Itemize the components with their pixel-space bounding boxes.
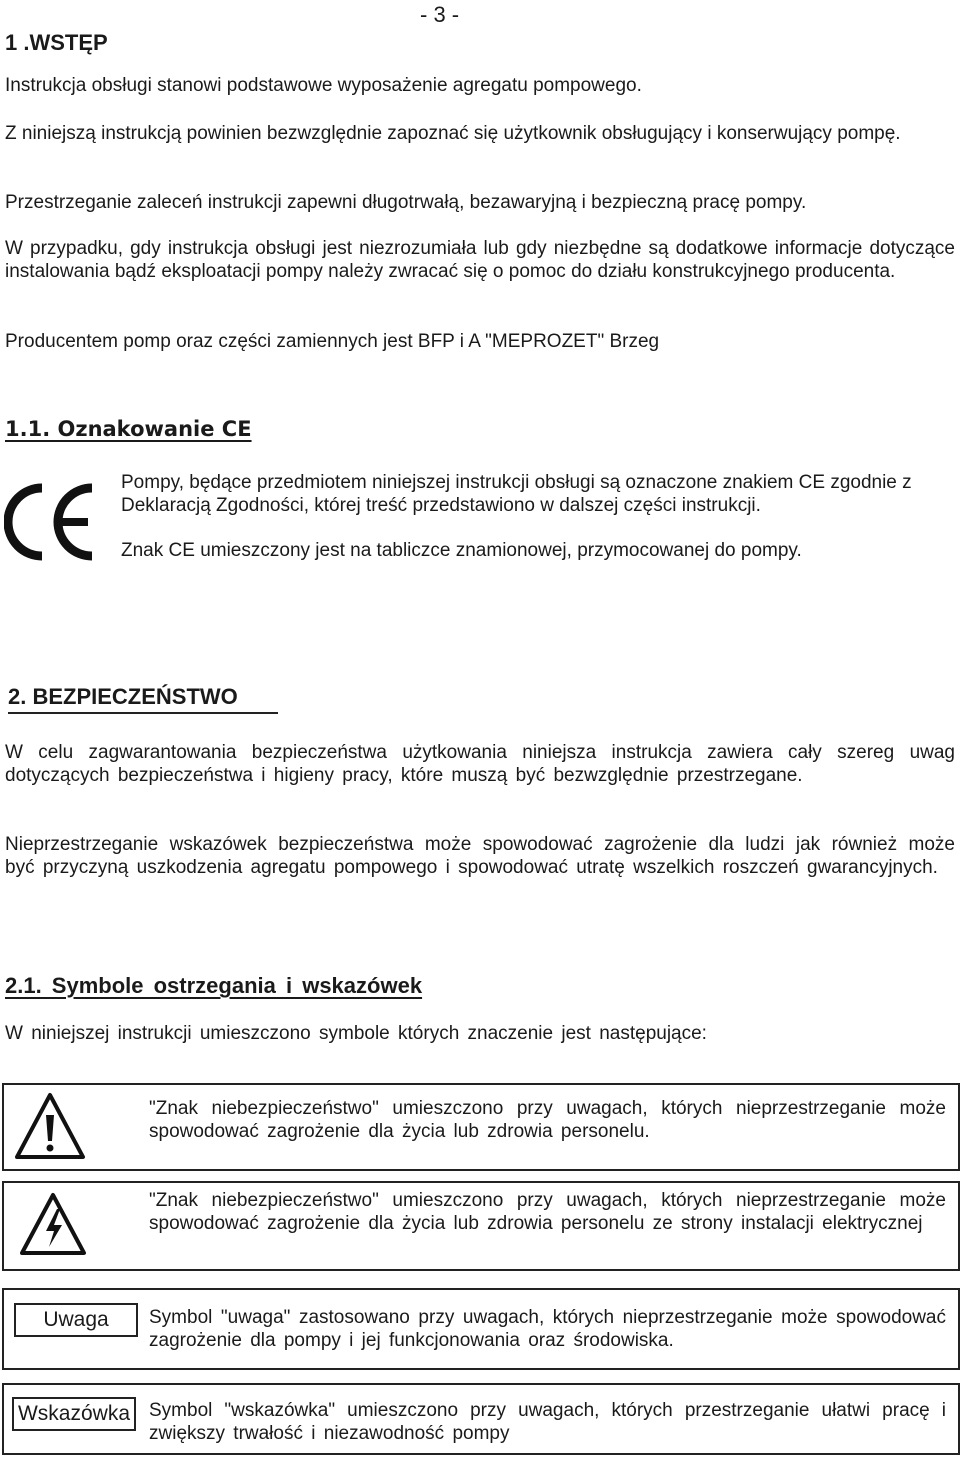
paragraph-producer: Producentem pomp oraz części zamiennych jest BFP i A "MEPROZET" Brzeg (5, 331, 660, 352)
paragraph-intro-1: Instrukcja obsługi stanowi podstawowe wyposażenie agregatu pompowego. (5, 75, 642, 96)
heading-underline (8, 712, 278, 714)
section-heading-symbole: 2.1. Symbole ostrzegania i wskazówek (5, 973, 423, 998)
symbol-row-danger (2, 1083, 960, 1171)
symbol-row-wskazowka (2, 1383, 960, 1455)
electrical-hazard-icon (18, 1191, 88, 1257)
page-number: - 3 - (420, 2, 460, 27)
paragraph-ce-2: Znak CE umieszczony jest na tabliczce znamionowej, przymocowanej do pompy. (121, 540, 802, 561)
symbol-description: "Znak niebezpieczeństwo" umieszczono przy uwagach, których nieprzestrzeganie może spowodować zagrożenie dla życia lub zdrowia personelu. (149, 1098, 946, 1142)
wskazowka-label: Wskazówka (12, 1397, 136, 1431)
paragraph-symbols-intro: W niniejszej instrukcji umieszczono symbole których znaczenie jest następujące: (5, 1023, 707, 1044)
section-heading-bezpieczenstwo: 2. BEZPIECZEŃSTWO (8, 684, 238, 709)
symbol-description: "Znak niebezpieczeństwo" umieszczono przy uwagach, których nieprzestrzeganie może spowodować zagrożenie dla życia lub zdrowia personelu ze strony instalacji elektrycznej (149, 1190, 946, 1234)
paragraph-intro-2: Z niniejszą instrukcją powinien bezwzględnie zapoznać się użytkownik obsługujący i konserwujący pompę. (5, 123, 901, 144)
symbol-description: Symbol "wskazówka" umieszczono przy uwagach, których przestrzeganie ułatwi pracę i zwiększy trwałość i niezawodność pompy (149, 1400, 946, 1444)
paragraph-ce-1: Pompy, będące przedmiotem niniejszej instrukcji obsługi są oznaczone znakiem CE zgodnie z Deklaracją Zgodności, której treść przedstawiono w dalszej części instrukcji. (121, 472, 912, 516)
paragraph-intro-3: Przestrzeganie zaleceń instrukcji zapewni długotrwałą, bezawaryjną i bezpieczną pracę pompy. (5, 192, 807, 213)
uwaga-label: Uwaga (14, 1303, 138, 1337)
paragraph-safety-1: W celu zagwarantowania bezpieczeństwa użytkowania niniejsza instrukcja zawiera cały szereg uwag dotyczących bezpieczeństwa i higieny pracy, które muszą być bezwzględnie przestrzegane. (5, 742, 955, 786)
symbol-description: Symbol "uwaga" zastosowano przy uwagach, których nieprzestrzeganie może spowodować zagrożenie dla pompy i jej funkcjonowania oraz środowiska. (149, 1307, 946, 1351)
paragraph-intro-4: W przypadku, gdy instrukcja obsługi jest niezrozumiała lub gdy niezbędne są dodatkowe informacje dotyczące instalowania bądź eksploatacji pompy należy zwracać się o pomoc do działu konstrukcyjnego producenta. (5, 238, 955, 282)
section-heading-ce: 1.1. Oznakowanie CE (5, 417, 252, 441)
section-heading-wstep: 1 .WSTĘP (5, 30, 108, 55)
warning-exclamation-icon (14, 1091, 86, 1161)
symbol-row-uwaga (2, 1288, 960, 1370)
paragraph-safety-2: Nieprzestrzeganie wskazówek bezpieczeństwa może spowodować zagrożenie dla ludzi jak również może być przyczyną uszkodzenia agregatu pompowego i spowodować utratę wszelkich roszczeń gwarancyjnych. (5, 834, 955, 878)
ce-mark-icon (4, 482, 96, 562)
symbol-row-electrical (2, 1181, 960, 1271)
